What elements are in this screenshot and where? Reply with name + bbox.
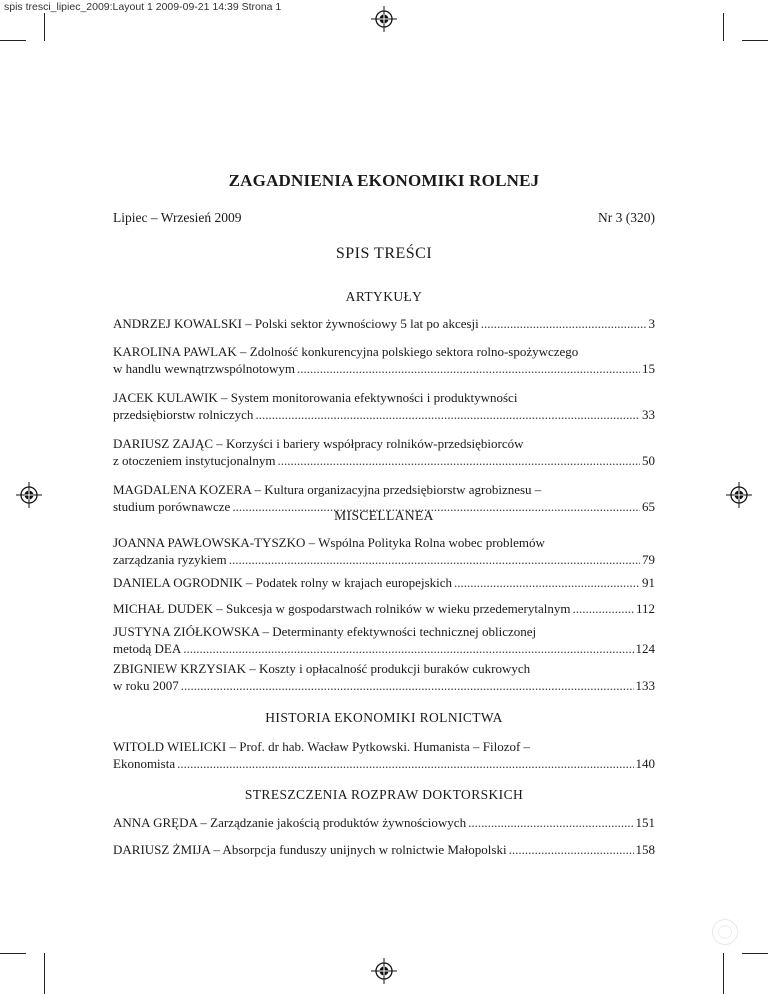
- page-number: 133: [635, 678, 655, 693]
- toc-entry: [113, 315, 655, 332]
- entry-text: JUSTYNA ZIÓŁKOWSKA – Determinanty efektywności technicznej obliczonej: [113, 624, 537, 639]
- toc-entry: [113, 660, 655, 694]
- entry-text: w handlu wewnątrzwspólnotowym: [113, 361, 295, 376]
- entry-text: MICHAŁ DUDEK – Sukcesja w gospodarstwach rolników w wieku przedemerytalnym: [113, 601, 571, 616]
- entry-text: JOANNA PAWŁOWSKA-TYSZKO – Wspólna Polityka Rolna wobec problemów: [113, 535, 545, 550]
- entry-text: KAROLINA PAWLAK – Zdolność konkurencyjna polskiego sektora rolno-spożywczego: [113, 344, 579, 359]
- leader-dots: [277, 452, 640, 469]
- registration-mark-icon: [726, 482, 752, 508]
- page-number: 151: [635, 815, 655, 830]
- entry-text: zarządzania ryzykiem: [113, 552, 227, 567]
- section-heading-artykuly: ARTYKUŁY: [345, 289, 423, 304]
- crop-mark: [44, 13, 45, 41]
- page-number: 91: [642, 575, 655, 590]
- page-number: 50: [642, 453, 655, 468]
- toc-title: SPIS TREŚCI: [335, 245, 433, 262]
- toc-entry: [113, 574, 655, 591]
- toc-entry: [113, 534, 655, 568]
- leader-dots: [572, 600, 634, 617]
- leader-dots: [481, 315, 647, 332]
- leader-dots: [255, 406, 640, 423]
- leader-dots: [183, 640, 633, 657]
- entry-text: studium porównawcze: [113, 499, 231, 514]
- entry-text: ANDRZEJ KOWALSKI – Polski sektor żywnościowy 5 lat po akcesji: [113, 316, 479, 331]
- crop-mark: [742, 953, 768, 954]
- leader-dots: [177, 755, 633, 772]
- page-number: 15: [642, 361, 655, 376]
- page-number: 79: [642, 552, 655, 567]
- crop-mark: [742, 40, 768, 41]
- entry-text: MAGDALENA KOZERA – Kultura organizacyjna przedsiębiorstw agrobiznesu –: [113, 482, 542, 497]
- toc-entry: [113, 814, 655, 831]
- entry-text: DANIELA OGRODNIK – Podatek rolny w krajach europejskich: [113, 575, 453, 590]
- entry-text: w roku 2007: [113, 678, 179, 693]
- leader-dots: [297, 360, 640, 377]
- entry-text: przedsiębiorstw rolniczych: [113, 407, 254, 422]
- entry-text: metodą DEA: [113, 641, 182, 656]
- entry-text: ZBIGNIEW KRZYSIAK – Koszty i opłacalność produkcji buraków cukrowych: [113, 661, 531, 676]
- entry-text: DARIUSZ ŻMIJA – Absorpcja funduszy unijnych w rolnictwie Małopolski: [113, 842, 507, 857]
- issue-info: [113, 210, 655, 226]
- page-number: 3: [648, 316, 655, 331]
- page-number: 140: [635, 756, 655, 771]
- leader-dots: [509, 841, 634, 858]
- section-heading-streszczenia: STRESZCZENIA ROZPRAW DOKTORSKICH: [244, 787, 524, 802]
- entry-text: JACEK KULAWIK – System monitorowania efektywności i produktywności: [113, 390, 518, 405]
- registration-mark-icon: [371, 958, 397, 984]
- section-heading-historia: HISTORIA EKONOMIKI ROLNICTWA: [265, 710, 503, 725]
- crop-mark: [723, 13, 724, 41]
- registration-mark-icon: [371, 6, 397, 32]
- page-number: 124: [635, 641, 655, 656]
- toc-entry: [113, 600, 655, 617]
- toc-entry: [113, 623, 655, 657]
- toc-entry: [113, 389, 655, 423]
- issue-date: Lipiec – Wrzesień 2009: [113, 210, 242, 225]
- registration-mark-icon: [16, 482, 42, 508]
- page-number: 158: [635, 842, 655, 857]
- leader-dots: [229, 551, 640, 568]
- entry-text: ANNA GRĘDA – Zarządzanie jakością produktów żywnościowych: [113, 815, 467, 830]
- page-number: 112: [635, 601, 655, 616]
- leader-dots: [181, 677, 634, 694]
- toc-entry: [113, 343, 655, 377]
- page-number: 65: [642, 499, 655, 514]
- faint-stamp-icon: [712, 919, 738, 945]
- toc-entry: [113, 435, 655, 469]
- toc-entry: [113, 738, 655, 772]
- print-slug: spis tresci_lipiec_2009:Layout 1 2009-09-21 14:39 Strona 1: [4, 1, 282, 13]
- entry-text: WITOLD WIELICKI – Prof. dr hab. Wacław Pytkowski. Humanista – Filozof –: [113, 739, 531, 754]
- entry-text: z otoczeniem instytucjonalnym: [113, 453, 276, 468]
- entry-text: Ekonomista: [113, 756, 176, 771]
- crop-mark: [0, 40, 26, 41]
- toc-entry: [113, 841, 655, 858]
- page-number: 33: [642, 407, 655, 422]
- leader-dots: [454, 574, 640, 591]
- section-heading-miscellanea: MISCELLANEA: [334, 508, 434, 523]
- issue-number: Nr 3 (320): [598, 210, 655, 225]
- crop-mark: [0, 953, 26, 954]
- entry-text: DARIUSZ ZAJĄC – Korzyści i bariery współpracy rolników-przedsiębiorców: [113, 436, 524, 451]
- crop-mark: [723, 953, 724, 994]
- crop-mark: [44, 953, 45, 994]
- journal-title: ZAGADNIENIA EKONOMIKI ROLNEJ: [228, 171, 540, 190]
- leader-dots: [468, 814, 633, 831]
